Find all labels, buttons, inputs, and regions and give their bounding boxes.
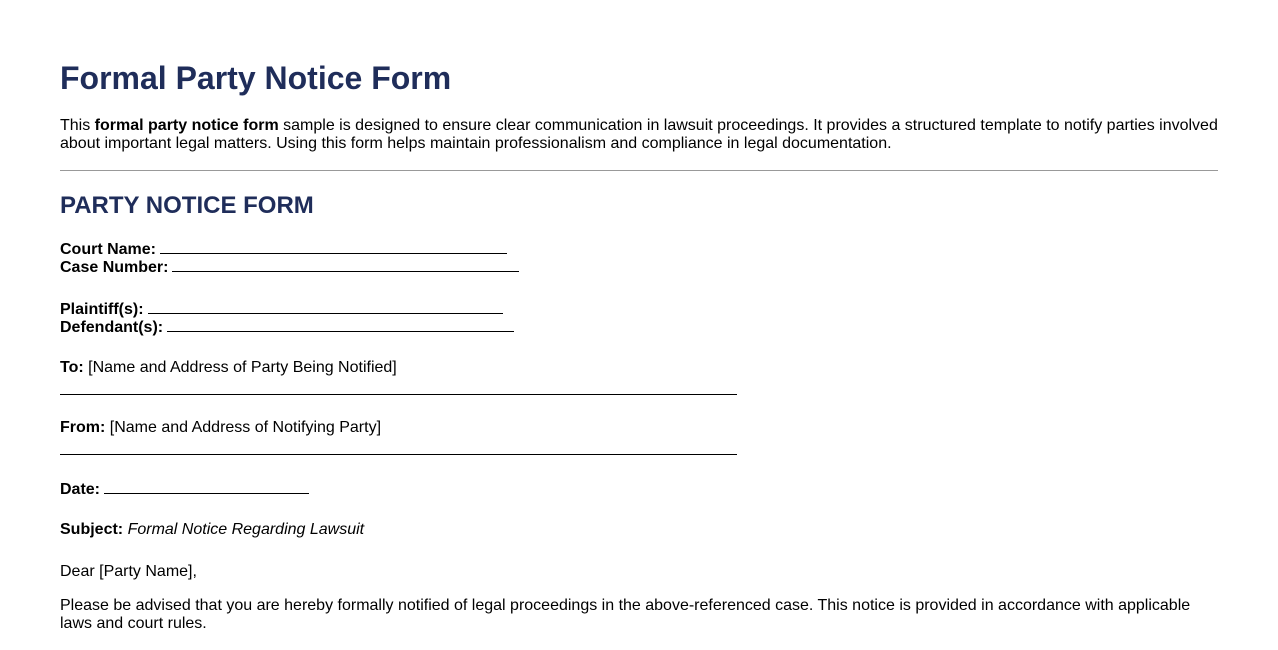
subject-value: Formal Notice Regarding Lawsuit <box>127 521 365 538</box>
section-divider <box>60 170 1218 171</box>
from-placeholder: [Name and Address of Notifying Party] <box>109 419 382 436</box>
section-heading: PARTY NOTICE FORM <box>60 192 314 219</box>
from-label: From: <box>60 419 106 436</box>
defendants-label: Defendant(s): <box>60 319 164 336</box>
subject-label: Subject: <box>60 521 124 538</box>
court-name-label: Court Name: <box>60 241 157 258</box>
court-name-row <box>60 239 507 259</box>
to-address-field[interactable] <box>60 394 737 395</box>
plaintiffs-label: Plaintiff(s): <box>60 301 144 318</box>
intro-prefix: This <box>60 117 95 134</box>
defendants-field[interactable] <box>167 317 514 332</box>
plaintiffs-row <box>60 299 503 319</box>
date-label: Date: <box>60 481 101 498</box>
from-row <box>60 419 381 437</box>
intro-bold-phrase: formal party notice form <box>94 117 279 134</box>
intro-suffix: sample is designed to ensure clear communication in lawsuit proceedings. It provides a structured template to notify parties involved about important legal matters. Using this form helps maintain professionalism and compliance in legal documentation. <box>60 117 1218 152</box>
defendants-row <box>60 317 514 337</box>
to-row <box>60 359 397 377</box>
body-paragraph: Please be advised that you are hereby formally notified of legal proceedings in the above-referenced case. This notice is provided in accordance with applicable laws and court rules. <box>60 597 1191 632</box>
case-number-row <box>60 257 519 277</box>
to-label: To: <box>60 359 84 376</box>
from-address-field[interactable] <box>60 454 737 455</box>
court-name-field[interactable] <box>160 239 507 254</box>
subject-row <box>60 521 364 539</box>
date-row <box>60 479 309 499</box>
plaintiffs-field[interactable] <box>148 299 503 314</box>
to-placeholder: [Name and Address of Party Being Notified] <box>88 359 397 376</box>
case-number-field[interactable] <box>172 257 519 272</box>
date-field[interactable] <box>104 479 309 494</box>
page-title: Formal Party Notice Form <box>60 60 452 96</box>
case-number-label: Case Number: <box>60 259 169 276</box>
intro-paragraph <box>60 117 1230 153</box>
salutation: Dear [Party Name], <box>60 563 197 580</box>
